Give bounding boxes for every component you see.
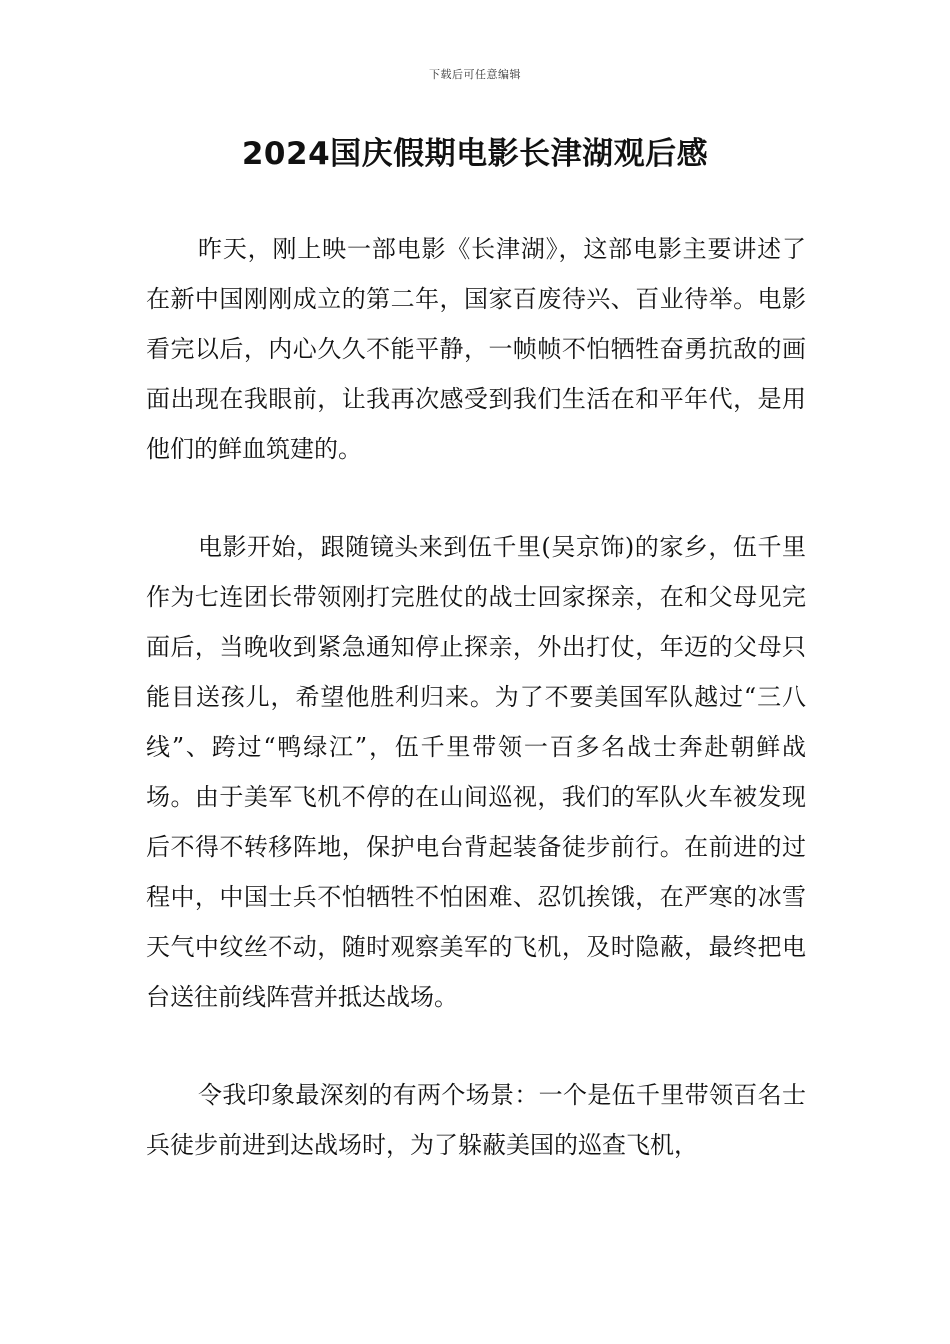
document-title: 2024国庆假期电影长津湖观后感	[241, 136, 709, 172]
paragraph: 令我印象最深刻的有两个场景：一个是伍千里带领百名士兵徒步前进到达战场时，为了躲蔽美国的巡查飞机，	[146, 1081, 806, 1159]
document-body	[146, 224, 806, 1218]
paragraph: 昨天，刚上映一部电影《长津湖》，这部电影主要讲述了在新中国刚刚成立的第二年，国家百废待兴、百业待举。电影看完以后，内心久久不能平静，一帧帧不怕牺牲奋勇抗敌的画面出现在我眼前，让我再次感受到我们生活在和平年代，是用他们的鲜血筑建的。	[146, 235, 806, 463]
header-note: 下载后可任意编辑	[429, 68, 521, 81]
paragraph: 电影开始，跟随镜头来到伍千里(吴京饰)的家乡，伍千里作为七连团长带领刚打完胜仗的战士回家探亲，在和父母见完面后，当晚收到紧急通知停止探亲，外出打仗，年迈的父母只能目送孩儿，希望他胜利归来。为了不要美国军队越过“三八线”、跨过“鸭绿江”，伍千里带领一百多名战士奔赴朝鲜战场。由于美军飞机不停的在山间巡视，我们的军队火车被发现后不得不转移阵地，保护电台背起装备徒步前行。在前进的过程中，中国士兵不怕牺牲不怕困难、忍饥挨饿，在严寒的冰雪天气中纹丝不动，随时观察美军的飞机，及时隐蔽，最终把电台送往前线阵营并抵达战场。	[146, 533, 806, 1011]
